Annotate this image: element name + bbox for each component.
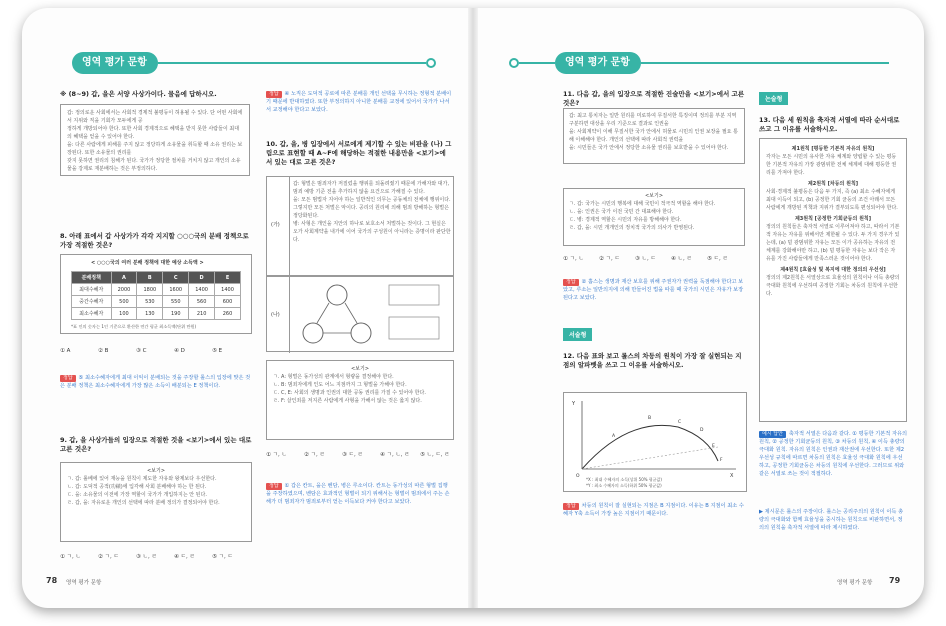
bogi-item: ㄹ. F: 살인죄를 저지른 사람에게 사형을 가해서 않는 것은 옳지 않다. [273,398,422,404]
table-cell: 중간수혜자 [72,296,112,308]
table-cell: 500 [111,296,137,308]
graph-point-label: F [720,458,723,463]
page-label: 영역 평가 문항 [837,580,873,586]
passage-box-11 [563,108,745,164]
bogi-box [60,462,252,542]
question-12: 12. 다음 표와 보고 롤스의 차등의 원칙이 가장 잘 실현되는 지점의 알파벳을 쓰고 그 이유를 서술하시오. [563,352,742,369]
table-cell: 530 [137,296,163,308]
intro-line: 을: 다른 사람에게 피해를 주지 않고 정당하게 소유물을 취득할 때 소유 권리는 보장된다. 또한 소유물의 권리를 [67,142,243,156]
intro-line: 갖지 못하면 권리의 침해가 된다. 국가가 정당한 절차를 거치지 않고 개인의 소유물을 강제로 재분배하는 것은 부정의하다. [67,158,241,172]
choice[interactable]: ② B [98,348,109,354]
answer-text: ① 갑은 칸트, 을은 벤담, 병은 루소이다. 칸트는 동가성의 따른 형벌 집행을 주장하였으며, 벤담은 효과적인 형벌이 되기 위해서는 형벌이 범죄에서 주는 손해가 더 범죄자가 범죄로부터 얻는 이득보다 커야 한다고 보았다. [266,483,450,505]
graph-point-label: C [678,420,682,425]
principles-box [759,138,907,422]
left-page [22,8,473,608]
bogi-title: <보기> [350,366,370,372]
table-header-cell: E [215,272,241,284]
section-banner: 영역 평가 문항 [72,52,158,74]
passage-line: 병: 사형은 개인을 지안의 하나로 보호소서 처벌하는 것이다. 그 현실은 오가 사회계약을 내가에 이어 국가의 구성원이 아니라는 증명이라 판단한다. [293,221,451,243]
answer-tag: 정답 [266,483,282,490]
bogi-item: ㄷ. C, E: 사회의 생명과 인권의 대한 공동 권리를 가질 수 있어야 한다. [273,390,426,396]
passage-line: 을: 모든 범법자 지어야 하는 일반적인 의무는 공동체의 전체에 행위이다. 그렇지만 모든 처벌은 악이다. 공리의 원리에 의해 범죄 방해하는 형벌은 정당화된다. [293,197,451,219]
bogi-item: ㄱ. 갑: 국가는 시민의 행복에 대해 국민이 적극적 역할을 해야 한다. [569,201,716,207]
choice[interactable]: ① ㄱ, ㄴ [60,554,81,560]
bogi-item: ㄱ. A: 형벌은 동가성의 관계에서 형량을 결정해야 한다. [273,374,394,380]
graph-note: *X : 최대 수혜자의 소득(상위 50% 평균값) [586,477,662,482]
table-row [72,284,241,296]
passage-ga-text [293,180,451,244]
choice[interactable]: ⑤ ㄷ, ㄹ [707,256,728,262]
table-cell: 1400 [189,284,215,296]
choice[interactable]: ① ㄱ, ㄴ [563,256,584,262]
choice[interactable]: ⑤ ㄱ, ㄷ [212,554,233,560]
table-header-cell: B [137,272,163,284]
passage-ga-box [266,176,454,276]
page-label: 영역 평가 문항 [66,580,102,586]
bogi-item: ㄷ. 을: 소유물의 이전에 가장 역할이 국가가 개입하지는 안 된다. [67,492,207,498]
table-cell: 100 [111,308,137,320]
answer-12 [563,502,747,518]
essay-section-tag: 서술형 [563,328,592,341]
table-cell: 210 [189,308,215,320]
answer-tag: 예시 답안 [759,431,786,438]
graph-box [563,392,747,492]
banner-dot [426,58,436,68]
graph-note: *Y : 최소 수혜자의 소득(하위 50% 평균값) [586,483,662,488]
bogi-item: ㄴ. B: 범죄자에게 인도 어느 지점까지 그 형벌을 가해야 한다. [273,382,407,388]
banner-dot [509,58,519,68]
table-note: *표 인의 숫자는 1인 기준으로 환산한 연간 평균 최소득액(단위 만원) [71,324,197,329]
bogi-item: ㄹ. 갑, 을: 시민 개개인의 정치적 국가의 의사가 반영된다. [569,225,695,231]
answer-11 [563,278,747,302]
table-header-cell: 분배정책 [72,272,112,284]
intro-passage-box [60,104,250,176]
graph-y-label: Y [572,401,576,407]
discussion-section-tag: 논술형 [759,92,788,105]
answer-tag: 정답 [563,279,579,286]
passage-line: 을: 시민들은 국가 안에서 정당한 소유물 권리를 보호받을 수 있어야 한다. [569,145,729,151]
answer-text: 축자적 서열은 다음과 같다. ① 평등한 기본적 자유의 원칙, ② 공정한 기회균등의 원칙, ③ 차등의 원칙, ④ 이득 총량의 극대화 원칙. 자유의 원칙은 인권과 재산권에 우선한다. 또한 제2 우선성 규칙에 따르면 차등의 원칙은 효율성 극대화 원칙에 우선하고, 공정한 기회균등은 차등의 원칙에 우선한다. 그러므로 위와 같은 서열로 쓰는 것이 적절하다. [759,431,907,477]
choice[interactable]: ② ㄱ, ㄷ [98,554,119,560]
principle-body: 각자는 모든 시민의 유사한 자유 체계와 양립할 수 있는 평등한 기본적 자유의 가장 광범위한 전체 체계에 대해 평등한 권리를 가져야 한다. [766,154,897,176]
book-spread [22,8,924,608]
question-11: 11. 다음 갑, 을의 입장으로 적절한 진술만을 <보기>에서 고른 것은? [563,90,745,107]
choice[interactable]: ③ ㄷ, ㄹ [342,452,363,458]
divider [289,177,290,277]
section-banner: 영역 평가 문항 [555,52,641,74]
bogi-box-10 [266,360,454,440]
graph-point-label: A [612,434,616,439]
table-cell: 최소수혜자 [72,308,112,320]
table-cell: 2000 [111,284,137,296]
banner-rule [641,62,889,64]
choice[interactable]: ⑤ E [212,348,223,354]
table-cell: 최대수혜자 [72,284,112,296]
intro-line: 정하게 개방되어야 한다. 또한 사회 경제적으로 혜택을 받지 못한 사람들이 최대의 혜택을 얻을 수 있어야 한다. [67,126,240,140]
bogi-item: ㄴ. 을: 인권은 국가 이전 국민 간 대표해야 한다. [569,209,674,215]
choice[interactable]: ② ㄱ, ㄷ [599,256,620,262]
answer-8 [60,374,252,390]
table-row [72,296,241,308]
banner-rule [158,62,426,64]
graph-point-label: B [648,416,652,421]
answer-tag: 정답 [563,503,579,510]
answer-13 [759,430,907,478]
choice[interactable]: ④ ㄷ, ㄹ [174,554,195,560]
choice[interactable]: ① ㄱ, ㄴ [266,452,287,458]
principle-body: 정의의 제2원칙은 서열상으로 효율성의 원칙이나 이득 총량의 극대화 원칙에 우선하며 공정한 기회는 차등의 원칙에 우선한다. [766,275,900,297]
graph-point-label: E [712,444,715,449]
choice[interactable]: ③ C [136,348,147,354]
graph-point-label: D [700,428,704,433]
principle-body: 정의의 원칙들은 축자적 서열로 이루어져야 하고, 따라서 기본적 자유는 자유를 위해서만 제한될 수 있다. 두 가지 경우가 있는데, (a) 덜 광범위한 자유는 모든 이가 공유하는 자유의 전 체계를 강화해야만 하고, (b) 덜 평등한 자유는 보다 작은 자유를 가진 사람들에게 만족스러운 것이어야 한다. [766,224,900,262]
choice[interactable]: ④ ㄴ, ㄹ [671,256,692,262]
answer-text: ② 홉스는 생명과 재산 보호를 위해 주권자가 권력을 독점해야 한다고 보았고, 루소는 일반의지에 의해 만들어진 법을 따를 때 국가의 시민은 자유가 보장된다고 보았다. [563,279,744,301]
bogi-item: ㄷ. 병: 경제적 역할은 시민의 자유를 방해해야 한다. [569,217,682,223]
page-number: 79 [889,576,901,585]
principle-title: 제3원칙 [공정한 기회균등의 원칙] [794,216,872,222]
passage-na-box [266,276,454,352]
question-9: 9. 갑, 을 사상가들의 입장으로 적절한 것을 <보기>에서 있는 대로 고른 것은? [60,436,252,453]
passage-label: (가) [271,222,280,228]
answer-13-note: ▶ 제시문은 롤스의 주장이다. 롤스는 공리주의의 원칙이 이득 총량의 극대화와 함께 효율성을 중시하는 원칙으로 비판하면서, 정의의 원칙을 축자적 서열에 따라 제시하였다. [759,509,904,531]
page-number: 78 [46,576,58,585]
principle-title: 제1원칙 [평등한 기본적 자유의 원칙] [791,146,875,152]
principle-title: 제4원칙 [효율성 및 복지에 대한 정의의 우선성] [780,267,886,273]
question-intro: ※ (8~9) 갑, 을은 서양 사상가이다. 물음에 답하시오. [60,90,217,98]
answer-text: 차등의 원칙이 잘 실현되는 지점은 B 지점이다. 이유는 B 지점이 최소 수혜자 Y축 소득이 가장 높은 지점이기 때문이다. [563,503,744,517]
table-cell: 560 [189,296,215,308]
table-box [60,254,252,334]
table-caption: < ○○○국의 여러 분배 정책에 대한 예상 소득액 > [91,260,204,266]
answer-text: ⑤ 최소수혜자에게 최대 이익이 분배되는 것을 주장할 롤스의 입장에 맞은 것은 분배 정책은 최소수혜자에게 가장 많은 소득이 배분되는 E 정책이다. [60,375,251,389]
table-cell: 1600 [163,284,189,296]
choice[interactable]: ④ ㄱ, ㄴ, ㄹ [380,452,410,458]
bogi-box-11 [563,188,745,246]
answer-tag: 정답 [266,91,282,98]
table-cell: 190 [163,308,189,320]
bogi-item: ㄱ. 갑: 롤베에 있어 재능을 원칙이 제도한 자유와 왕제보다 우선한다. [67,476,217,482]
table-cell: 1800 [137,284,163,296]
intro-line: 갑: 정의로운 사회에서는 사회적 경제적 불평등이 허용될 수 있다. 단 어떤 사회에서 지위와 직을 기회가 모두에게 공 [67,110,243,124]
answer-9 [266,90,452,114]
answer-text: ④ 노직은 도덕적 공로에 따른 분배를 개인 선택을 무시하는 정형적 분배이기 때문에 반대하였다. 또한 부정의하지 아니한 분배를 교정에 있어서 국가가 나서서 교정해야 한다고 보았다. [266,91,452,113]
choice[interactable]: ④ D [174,348,185,354]
table-header-row [72,272,241,284]
passage-line: 을: 사회계약이 이해 무질서한 국가 안에서 허물로 시민의 인권 보장을 필요 통해 이해해야 한다. 개인의 선택에 따라 사회적 권력을 [569,129,738,143]
question-13: 13. 다음 세 원칙을 축자적 서열에 따라 순서대로 쓰고 그 이유를 서술하시오. [759,116,900,133]
passage-line: 갑: 형벌은 범죄자가 저질렀을 행위를 되돌려줬기 때문에 가해자와 대가, 범죄 예방 기준 전을 추가하지 않을 요건으로 가해질 수 있다. [293,181,450,195]
table-header-cell: A [111,272,137,284]
table-cell: 130 [137,308,163,320]
table-header-cell: D [189,272,215,284]
bogi-item: ㄴ. 갑: 도덕적 공적(功績)에 입각해 사회 분배해야 하는 한 된다. [67,484,207,490]
question-10: 10. 갑, 을, 병 입장에서 서로에게 제기할 수 있는 비판을 (나) 그림으로 표현할 때 A~F에 해당하는 적절한 내용만을 <보기>에서 있는 대로 고른 것은? [266,140,452,166]
bogi-title: <보기> [644,193,664,199]
answer-10 [266,482,452,506]
graph-point-label: O [576,474,580,479]
right-page [473,8,924,608]
relationship-diagram [297,281,447,349]
table-cell: 1400 [215,284,241,296]
choice[interactable]: ③ ㄴ, ㄷ [635,256,656,262]
income-graph [568,397,744,489]
question-8: 8. 아래 표에서 갑 사상가가 각각 지지할 ○○○국의 분배 정책으로 가장 적절한 것은? [60,232,249,249]
policy-table [71,271,241,320]
table-row [72,308,241,320]
choice[interactable]: ① A [60,348,71,354]
choice[interactable]: ② ㄱ, ㄹ [304,452,325,458]
bogi-item: ㄹ. 갑, 을: 자유로운 개인의 선택에 따라 분배 정의가 결정되어야 한다. [67,500,220,506]
divider [289,277,290,353]
passage-line: 갑: 최고 통치자는 일반 원리를 미로하여 무질서한 특징이며 정의를 부분 지역 구분하면 대상을 우리 기준으로 결과로 인권을 [569,113,737,127]
choice[interactable]: ③ ㄴ, ㄹ [136,554,157,560]
principle-body: 사회·경제적 불평등은 다음 두 가지, 즉 (a) 최소 수혜자에게 최대 이득이 되고, (b) 공정한 기회 균등의 조건 아래서 모든 사람에게 개방된 직책과 지위가 결부되도록 편성되어야 한다. [766,189,898,211]
table-cell: 600 [215,296,241,308]
banner-rule [519,62,555,64]
answer-tag: 정답 [60,375,76,382]
graph-x-label: X [730,473,734,479]
principle-title: 제2원칙 [차등의 원칙] [807,181,859,187]
bogi-title: <보기> [146,468,166,474]
choice[interactable]: ⑤ ㄴ, ㄷ, ㄹ [420,452,450,458]
passage-label: (나) [271,312,280,318]
table-cell: 260 [215,308,241,320]
table-cell: 550 [163,296,189,308]
table-header-cell: C [163,272,189,284]
